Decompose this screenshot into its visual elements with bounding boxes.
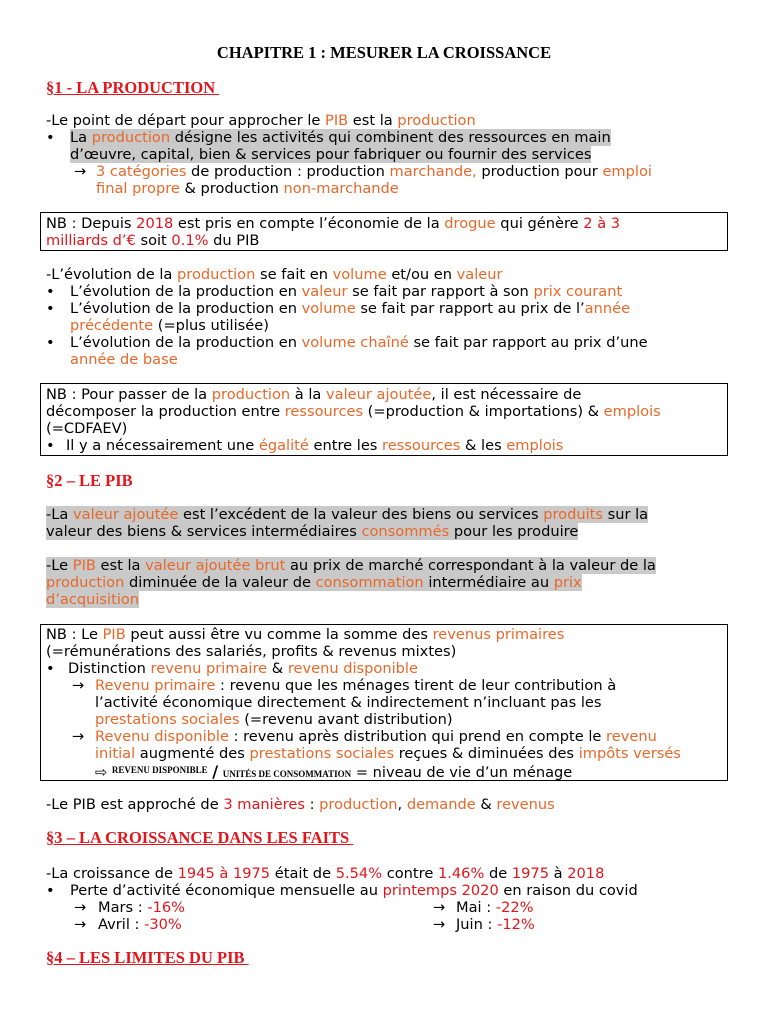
nb-rev-line: NB : Le PIB peut aussi être vu comme la somme des revenus primaires (46, 626, 565, 643)
pib-definition: -Le PIB est la valeur ajoutée brut au prix de marché correspondant à la valeur de la (46, 557, 656, 574)
nb-rev-line-2: (=rémunérations des salariés, profits & revenus mixtes) (46, 643, 457, 660)
month-mai: Mai : -22% (456, 899, 534, 916)
production-definition-line: La production désigne les activités qui combinent des ressources en main (70, 129, 611, 146)
evolution-intro: -L’évolution de la production se fait en volume et/ou en valeur (46, 266, 503, 283)
section-heading-limites: §4 – LES LIMITES DU PIB (46, 948, 249, 967)
revenu-primaire-def-2: l’activité économique directement & indirectement n’incluant pas les (95, 694, 602, 711)
bullet-icon: • (46, 437, 55, 454)
covid-line: Perte d’activité économique mensuelle au printemps 2020 en raison du covid (70, 882, 638, 899)
arrow-icon: → (72, 728, 85, 745)
month-juin: Juin : -12% (456, 916, 535, 933)
categories-line: 3 catégories de production : production marchande, production pour emploi (96, 163, 652, 180)
bullet-icon: • (46, 660, 55, 677)
section-heading-pib: §2 – LE PIB (46, 471, 133, 490)
revenu-disponible-def-2: initial augmenté des prestations sociales reçues & diminuées des impôts versés (95, 745, 681, 762)
arrow-icon: → (74, 916, 87, 933)
bullet-icon: • (46, 283, 55, 300)
nb-drogue-line: NB : Depuis 2018 est pris en compte l’économie de la drogue qui génère 2 à 3 (46, 215, 621, 232)
bullet-icon: • (46, 300, 55, 317)
va-definition-2: valeur des biens & services intermédiaires consommés pour les produire (46, 523, 579, 540)
va-definition: -La valeur ajoutée est l’excédent de la valeur des biens ou services produits sur la (46, 506, 649, 523)
evolution-volume-chaine-2: année de base (70, 351, 178, 368)
arrow-icon: → (74, 163, 87, 180)
nb-drogue-line-2: milliards d’€ soit 0.1% du PIB (46, 232, 260, 249)
pib-definition-3: d’acquisition (46, 591, 140, 608)
nb-va-line-3: (=CDFAEV) (46, 420, 128, 437)
nb-va-line-4: Il y a nécessairement une égalité entre les ressources & les emplois (66, 437, 564, 454)
arrow-icon: → (433, 916, 446, 933)
croissance-line: -La croissance de 1945 à 1975 était de 5.54% contre 1.46% de 1975 à 2018 (46, 865, 605, 882)
page-title: CHAPITRE 1 : MESURER LA CROISSANCE (216, 43, 552, 62)
categories-line-2: final propre & production non-marchande (96, 180, 399, 197)
bullet-icon: • (46, 882, 55, 899)
evolution-valeur: L’évolution de la production en valeur se fait par rapport à son prix courant (70, 283, 623, 300)
evolution-volume: L’évolution de la production en volume se fait par rapport au prix de l’année (70, 300, 631, 317)
pib-definition-2: production diminuée de la valeur de consommation intermédiaire au prix (46, 574, 582, 591)
revenu-primaire-def: Revenu primaire : revenu que les ménages tirent de leur contribution à (95, 677, 617, 694)
arrow-icon: → (72, 677, 85, 694)
production-definition-line-2: d’œuvre, capital, bien & services pour fabriquer ou fournir des services (70, 146, 592, 163)
arrow-icon: → (433, 899, 446, 916)
intro-line: -Le point de départ pour approcher le PIB est la production (46, 112, 476, 129)
bullet-icon: • (46, 334, 55, 351)
month-mars: Mars : -16% (98, 899, 186, 916)
bullet-icon: • (46, 129, 55, 146)
revenu-disponible-def: Revenu disponible : revenu après distribution qui prend en compte le revenu (95, 728, 657, 745)
section-heading-croissance: §3 – LA CROISSANCE DANS LES FAITS (46, 828, 354, 847)
nb-va-line: NB : Pour passer de la production à la valeur ajoutée, il est nécessaire de (46, 386, 582, 403)
nb-va-line-2: décomposer la production entre ressources (=production & importations) & emplois (46, 403, 661, 420)
section-heading-production: §1 - LA PRODUCTION (46, 78, 220, 97)
evolution-volume-chaine: L’évolution de la production en volume chaîné se fait par rapport au prix d’une (70, 334, 648, 351)
approche-line: -Le PIB est approché de 3 manières : production, demande & revenus (46, 796, 555, 813)
revenu-primaire-def-3: prestations sociales (=revenu avant distribution) (95, 711, 453, 728)
double-arrow-icon: ⇨ (95, 764, 108, 781)
evolution-volume-2: précédente (=plus utilisée) (70, 317, 269, 334)
month-avril: Avril : -30% (98, 916, 182, 933)
nb-rev-distinction: Distinction revenu primaire & revenu disponible (68, 660, 418, 677)
niveau-de-vie-formula: ⇨ $^{REVENU DISPONIBLE}$ / UNITÉS DE CONSOMMATION = niveau de vie d’un ménage (95, 762, 573, 781)
arrow-icon: → (74, 899, 87, 916)
